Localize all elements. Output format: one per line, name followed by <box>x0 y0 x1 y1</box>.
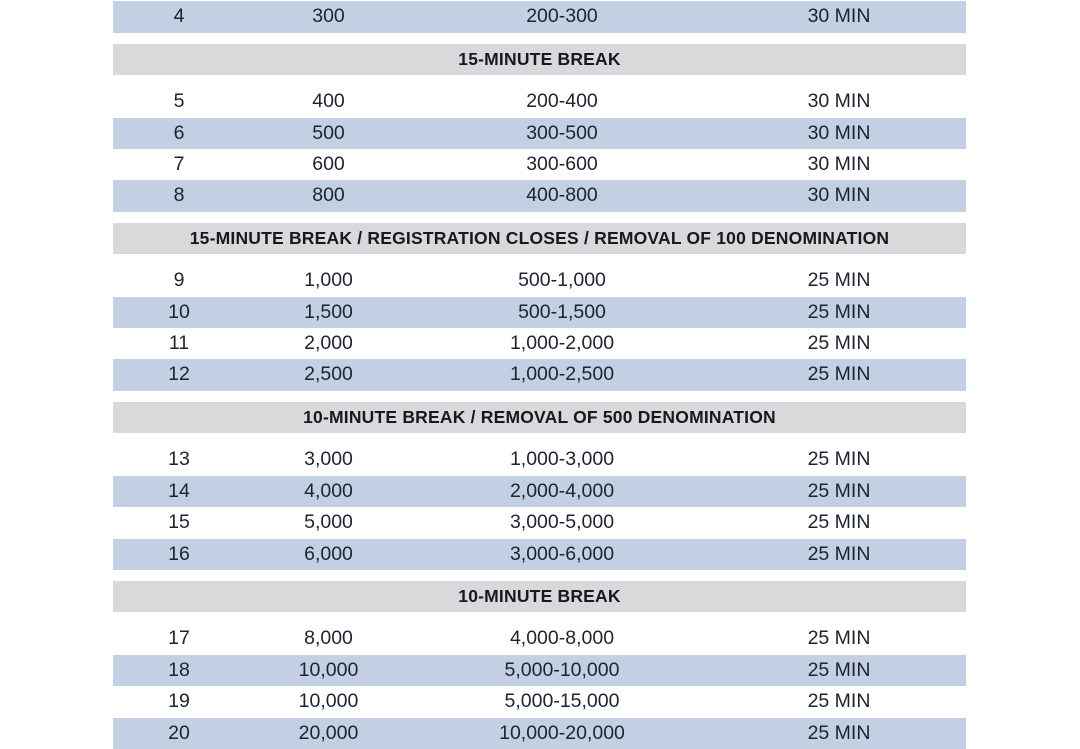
ante-cell: 1,000 <box>304 269 353 292</box>
ante-cell: 6,000 <box>245 539 412 570</box>
level-cell: 18 <box>113 655 245 686</box>
time-cell: 25 MIN <box>712 539 966 570</box>
table-row <box>113 180 966 211</box>
time-cell: 25 MIN <box>807 448 871 471</box>
ante-cell: 1,500 <box>245 297 412 328</box>
table-body <box>113 0 966 749</box>
table-row <box>113 718 966 749</box>
break-row <box>113 223 966 254</box>
table-row <box>113 118 966 149</box>
time-cell: 30 MIN <box>712 118 966 149</box>
time-cell: 25 MIN <box>807 269 871 292</box>
level-cell: 8 <box>113 180 245 211</box>
level-cell: 15 <box>168 511 190 534</box>
time-cell: 30 MIN <box>807 153 871 176</box>
spacer-cell <box>113 391 966 402</box>
table-row <box>113 86 966 117</box>
ante-cell: 800 <box>245 180 412 211</box>
break-label: 15-MINUTE BREAK / REGISTRATION CLOSES / REMOVAL OF 100 DENOMINATION <box>113 223 966 254</box>
blinds-cell: 200-400 <box>526 90 598 113</box>
blinds-cell: 500-1,500 <box>412 297 712 328</box>
break-label: 10-MINUTE BREAK / REMOVAL OF 500 DENOMINATION <box>113 402 966 433</box>
table-row <box>113 507 966 538</box>
time-cell: 25 MIN <box>807 511 871 534</box>
table-row <box>113 476 966 507</box>
spacer-cell <box>113 612 966 623</box>
ante-cell: 4,000 <box>245 476 412 507</box>
time-cell: 25 MIN <box>807 332 871 355</box>
spacer-cell <box>113 254 966 265</box>
ante-cell: 2,500 <box>245 359 412 390</box>
level-cell: 9 <box>173 269 185 292</box>
blinds-cell: 5,000-15,000 <box>504 690 620 713</box>
row-spacer <box>113 570 966 581</box>
time-cell: 25 MIN <box>807 627 871 650</box>
level-cell: 4 <box>113 1 245 32</box>
table-row <box>113 328 966 359</box>
spacer-cell <box>113 33 966 44</box>
level-cell: 12 <box>113 359 245 390</box>
blinds-cell: 1,000-2,500 <box>412 359 712 390</box>
time-cell: 30 MIN <box>712 180 966 211</box>
table-row <box>113 297 966 328</box>
level-cell: 13 <box>168 448 190 471</box>
row-spacer <box>113 391 966 402</box>
ante-cell: 20,000 <box>245 718 412 749</box>
level-cell: 6 <box>113 118 245 149</box>
table-row <box>113 149 966 180</box>
level-cell: 14 <box>113 476 245 507</box>
time-cell: 30 MIN <box>807 90 871 113</box>
ante-cell: 8,000 <box>304 627 353 650</box>
level-cell: 17 <box>168 627 190 650</box>
row-spacer <box>113 212 966 223</box>
blinds-cell: 1,000-3,000 <box>509 448 615 471</box>
table-row <box>113 686 966 717</box>
ante-cell: 400 <box>312 90 345 113</box>
blinds-cell: 300-600 <box>526 153 598 176</box>
break-row <box>113 581 966 612</box>
blinds-cell: 400-800 <box>412 180 712 211</box>
ante-cell: 2,000 <box>304 332 353 355</box>
break-row <box>113 44 966 75</box>
row-spacer <box>113 75 966 86</box>
spacer-cell <box>113 433 966 444</box>
table-row <box>113 265 966 296</box>
ante-cell: 10,000 <box>245 655 412 686</box>
blinds-cell: 200-300 <box>412 1 712 32</box>
row-spacer <box>113 612 966 623</box>
spacer-cell <box>113 212 966 223</box>
level-cell: 20 <box>113 718 245 749</box>
blinds-cell: 5,000-10,000 <box>412 655 712 686</box>
break-label: 15-MINUTE BREAK <box>113 44 966 75</box>
spacer-cell <box>113 570 966 581</box>
ante-cell: 300 <box>245 1 412 32</box>
level-cell: 5 <box>173 90 185 113</box>
ante-cell: 600 <box>312 153 345 176</box>
time-cell: 30 MIN <box>712 1 966 32</box>
ante-cell: 3,000 <box>304 448 353 471</box>
time-cell: 25 MIN <box>712 718 966 749</box>
time-cell: 25 MIN <box>712 655 966 686</box>
table-row <box>113 1 966 32</box>
break-label: 10-MINUTE BREAK <box>113 581 966 612</box>
time-cell: 25 MIN <box>712 297 966 328</box>
level-cell: 11 <box>168 332 190 355</box>
level-cell: 10 <box>113 297 245 328</box>
blind-structure-table <box>113 0 966 749</box>
table-row <box>113 444 966 475</box>
blinds-cell: 2,000-4,000 <box>412 476 712 507</box>
level-cell: 16 <box>113 539 245 570</box>
break-row <box>113 402 966 433</box>
blinds-cell: 3,000-5,000 <box>509 511 615 534</box>
blinds-cell: 10,000-20,000 <box>412 718 712 749</box>
ante-cell: 10,000 <box>298 690 359 713</box>
ante-cell: 500 <box>245 118 412 149</box>
level-cell: 19 <box>168 690 190 713</box>
table-row <box>113 655 966 686</box>
blinds-cell: 3,000-6,000 <box>412 539 712 570</box>
blinds-cell: 500-1,000 <box>518 269 606 292</box>
ante-cell: 5,000 <box>304 511 353 534</box>
spacer-cell <box>113 75 966 86</box>
row-spacer <box>113 33 966 44</box>
table-row <box>113 623 966 654</box>
blinds-cell: 4,000-8,000 <box>509 627 615 650</box>
time-cell: 25 MIN <box>807 690 871 713</box>
row-spacer <box>113 254 966 265</box>
blinds-cell: 300-500 <box>412 118 712 149</box>
blinds-cell: 1,000-2,000 <box>509 332 615 355</box>
row-spacer <box>113 433 966 444</box>
time-cell: 25 MIN <box>712 476 966 507</box>
level-cell: 7 <box>173 153 185 176</box>
table-row <box>113 539 966 570</box>
table-row <box>113 359 966 390</box>
time-cell: 25 MIN <box>712 359 966 390</box>
